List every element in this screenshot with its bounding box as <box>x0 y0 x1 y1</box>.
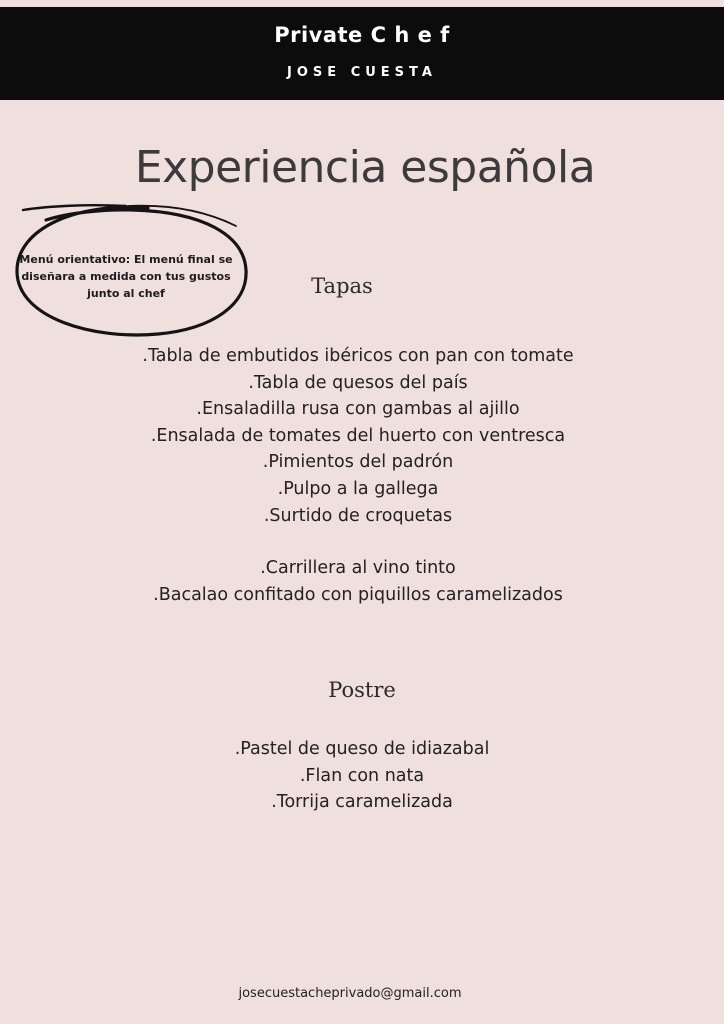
menu-item: .Flan con nata <box>299 765 425 786</box>
contact-email[interactable]: josecuestacheprivado@gmail.com <box>238 986 462 1001</box>
page-title: Experiencia española <box>134 142 596 193</box>
menu-item: .Tabla de quesos del país <box>248 372 468 393</box>
section-heading-tapas: Tapas <box>311 274 373 298</box>
brand-title: Private C h e f <box>274 23 450 47</box>
note-line: junto al chef <box>87 287 165 300</box>
menu-item: .Torrija caramelizada <box>271 792 453 813</box>
postre-list <box>0 736 724 816</box>
section-heading-postre: Postre <box>328 678 396 702</box>
menu-item: .Surtido de croquetas <box>263 505 453 526</box>
menu-item: .Carrillera al vino tinto <box>260 558 456 578</box>
menu-item: .Ensaladilla rusa con gambas al ajillo <box>196 399 520 420</box>
menu-item: .Pastel de queso de idiazabal <box>234 739 490 759</box>
note-line: diseñara a medida con tus gustos <box>21 270 231 283</box>
menu-item: .Bacalao confitado con piquillos caramelizados <box>153 584 563 605</box>
header-banner <box>0 7 724 100</box>
mains-list <box>0 555 716 608</box>
menu-item: .Pulpo a la gallega <box>277 478 439 499</box>
menu-item: .Ensalada de tomates del huerto con ventresca <box>150 425 566 446</box>
menu-item: .Tabla de embutidos ibéricos con pan con tomate <box>142 346 574 366</box>
tapas-list <box>0 343 716 529</box>
note-line: Menú orientativo: El menú final se <box>19 253 233 266</box>
menu-item: .Pimientos del padrón <box>262 452 454 473</box>
brand-subtitle: JOSE CUESTA <box>287 65 437 80</box>
